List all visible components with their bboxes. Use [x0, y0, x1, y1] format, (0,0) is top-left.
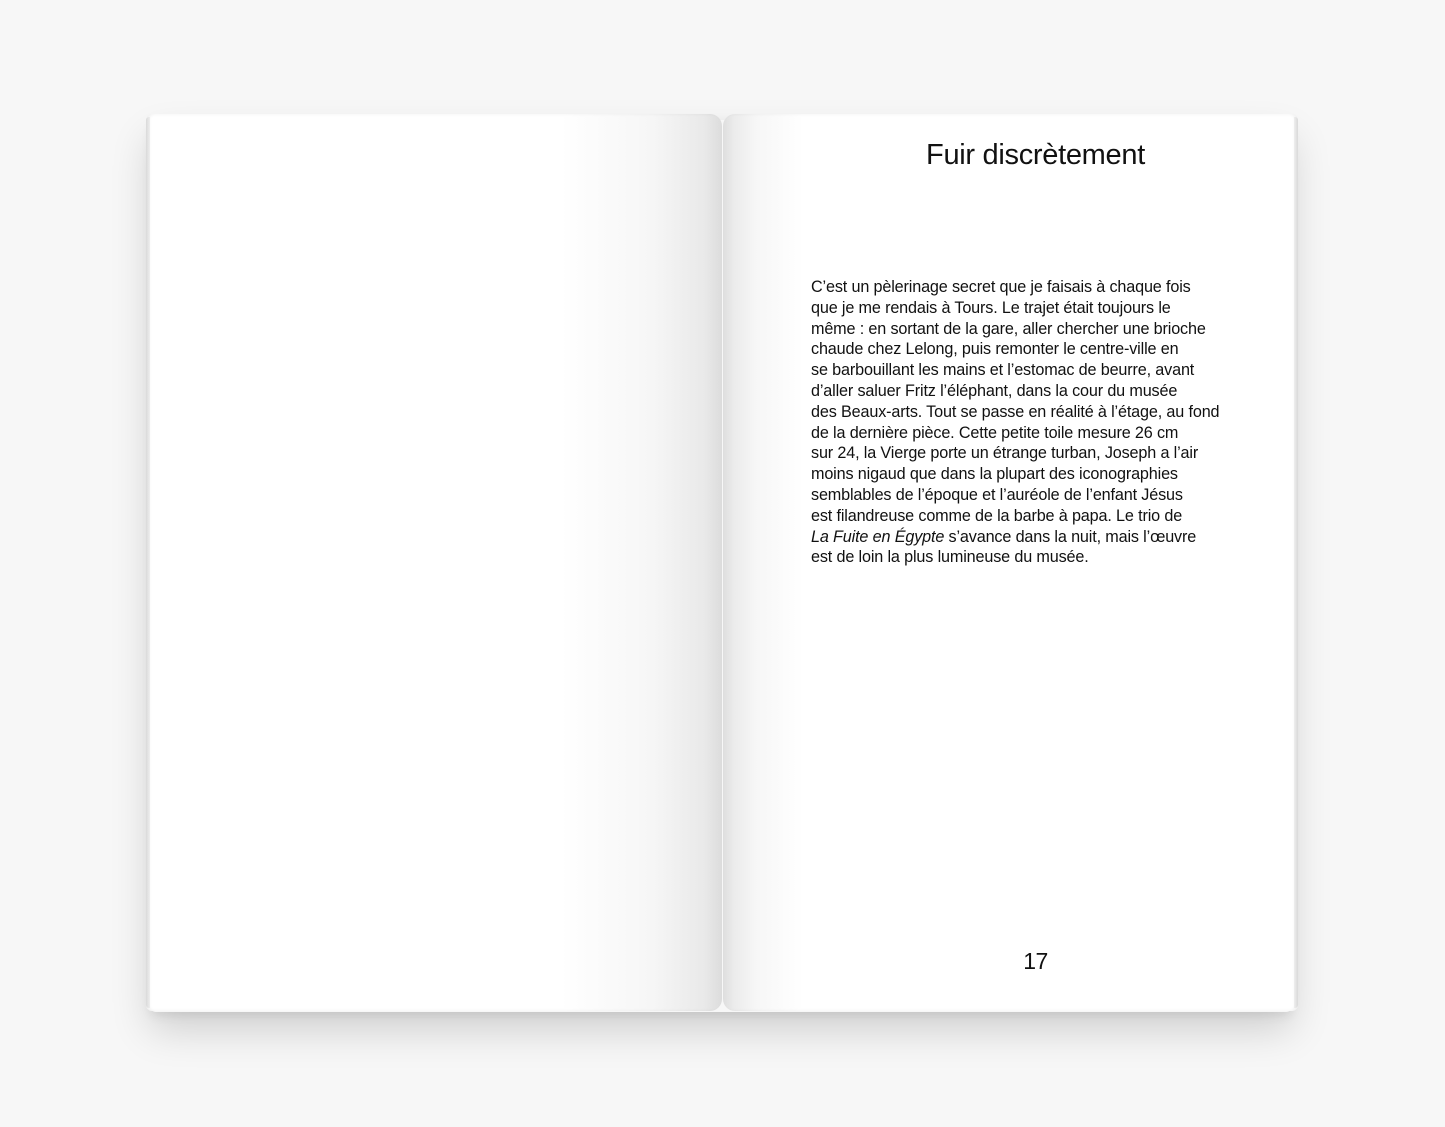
- body-line: chaude chez Lelong, puis remonter le centre-ville en: [811, 340, 1179, 359]
- body-line: des Beaux-arts. Tout se passe en réalité à l’étage, au fond: [811, 402, 1220, 421]
- body-line: d’aller saluer Fritz l’éléphant, dans la cour du musée: [811, 381, 1178, 400]
- body-line: même : en sortant de la gare, aller chercher une brioche: [811, 319, 1206, 338]
- body-line: que je me rendais à Tours. Le trajet était toujours le: [811, 298, 1171, 317]
- body-line: est filandreuse comme de la barbe à papa. Le trio de: [811, 506, 1183, 525]
- body-line: sur 24, la Vierge porte un étrange turban, Joseph a l’air: [811, 444, 1199, 463]
- chapter-title: Fuir discrètement: [926, 139, 1145, 171]
- right-page-edge: [1294, 117, 1298, 1008]
- body-line: semblables de l’époque et l’auréole de l’enfant Jésus: [811, 485, 1183, 504]
- body-paragraph: [811, 277, 1263, 568]
- left-page: [146, 114, 722, 1011]
- body-line: moins nigaud que dans la plupart des iconographies: [811, 465, 1178, 484]
- body-line-with-italic: [811, 527, 1263, 548]
- right-page: [723, 114, 1298, 1011]
- body-line: se barbouillant les mains et l’estomac de beurre, avant: [811, 361, 1195, 380]
- body-line: de la dernière pièce. Cette petite toile mesure 26 cm: [811, 423, 1179, 442]
- body-line: C’est un pèlerinage secret que je faisais à chaque fois: [811, 278, 1191, 296]
- left-page-edge: [146, 117, 150, 1008]
- body-line-continuation: s’avance dans la nuit, mais l’œuvre: [944, 527, 1197, 546]
- page-number: 17: [1023, 948, 1048, 974]
- artwork-title: La Fuite en Égypte: [811, 527, 945, 546]
- body-line: est de loin la plus lumineuse du musée.: [811, 548, 1089, 567]
